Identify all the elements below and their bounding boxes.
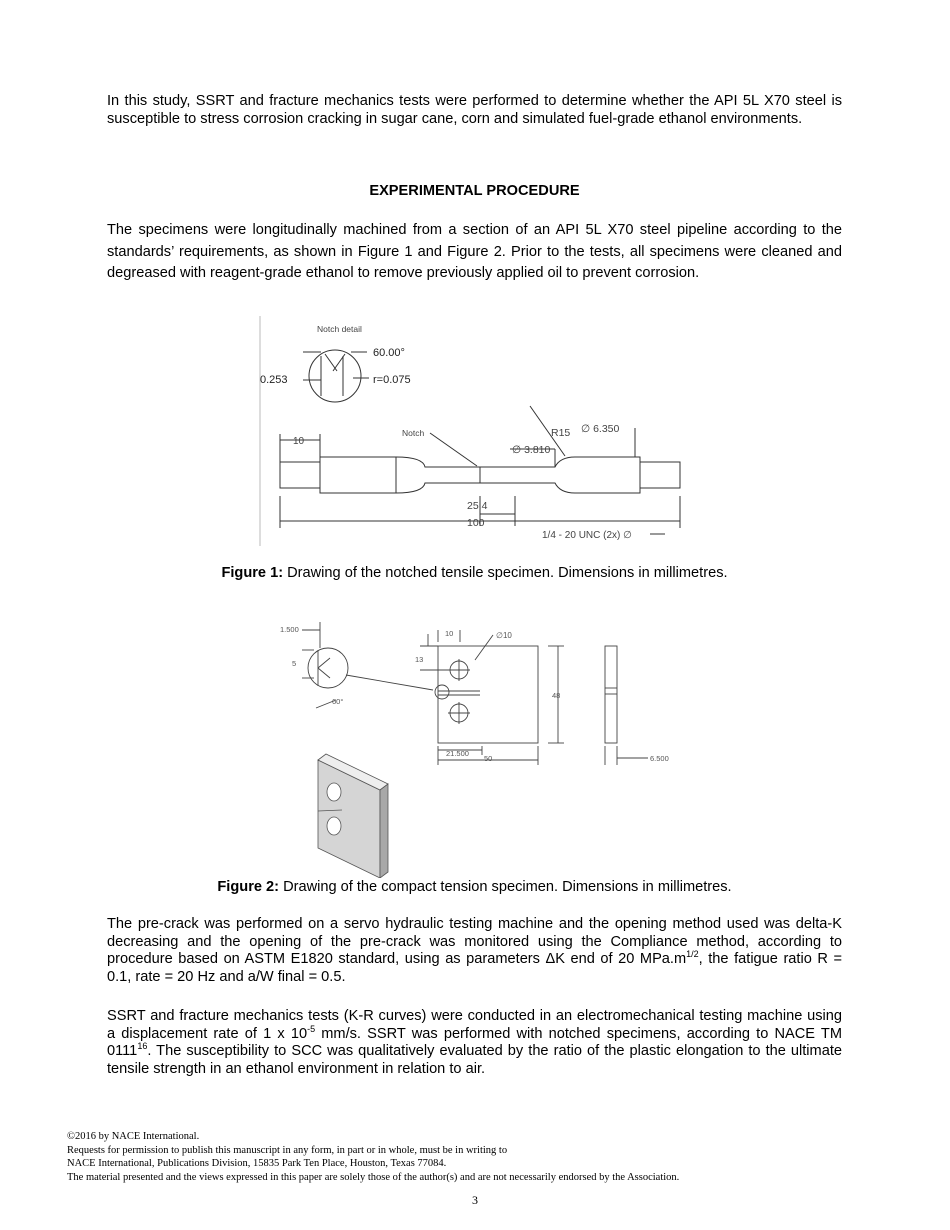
dim-60-label: 60° (332, 697, 344, 706)
total-length-label: 100 (467, 517, 485, 529)
precrack-superscript: 1/2 (686, 949, 699, 960)
precrack-paragraph (107, 916, 842, 986)
dim-10-label: 10 (445, 629, 454, 638)
figure1-label: Figure 1: (221, 565, 284, 581)
ssrt-superscript-2: 16 (137, 1041, 148, 1052)
minor-diameter-label: ∅ 3.810 (512, 444, 551, 456)
dim-50-label: 50 (484, 754, 493, 763)
dim-5-label: 5 (292, 659, 297, 668)
ssrt-text-3: . The susceptibility to SCC was qualitatively evaluated by the ratio of the plastic elongation to the ultimate tensile strength in an ethanol environment in relation to air. (107, 1043, 842, 1077)
precrack-text-2: , the fatigue ratio R = 0.1, rate = 20 Hz and a/W final = 0.5. (107, 951, 842, 985)
notch-detail-label: Notch detail (317, 324, 362, 334)
depth-label: 0.253 (260, 374, 288, 386)
ssrt-text-2: mm/s. SSRT was performed with notched specimens, according to NACE TM 0111 (107, 1025, 842, 1059)
angle-label: 60.00° (373, 347, 405, 359)
ssrt-text-1: SSRT and fracture mechanics tests (K-R curves) were conducted in an electromechanical testing machine using a displacement rate of 1 x 10 (107, 1008, 842, 1042)
figure1-caption (107, 565, 842, 581)
copyright-footer (67, 1130, 679, 1184)
ssrt-superscript-1: -5 (307, 1023, 316, 1034)
dim-6500-label: 6.500 (650, 754, 669, 763)
footer-line-2: Requests for permission to publish this manuscript in any form, in part or in whole, must be in writing to (67, 1144, 508, 1156)
left-length-label: 10 (293, 436, 305, 447)
footer-line-1: ©2016 by NACE International. (67, 1131, 200, 1142)
footer-line-4: The material presented and the views expressed in this paper are solely those of the author(s) and are not necessarily endorsed by the Association. (67, 1171, 680, 1183)
gauge-length-label: 25.4 (467, 500, 488, 512)
dim-48-label: 48 (552, 691, 561, 700)
footer-line-3: NACE International, Publications Division, 15835 Park Ten Place, Houston, Texas 77084. (67, 1158, 447, 1169)
radius-label: r=0.075 (373, 374, 411, 386)
precrack-text-1: The pre-crack was performed on a servo hydraulic testing machine and the opening method used was delta-K decreasing and the opening of the pre-crack was monitored using the Compliance method, according to procedure based on ASTM E1820 standard, using as parameters ΔK end of 20 MPa.m (107, 916, 842, 967)
hole-diameter-label: ∅10 (496, 631, 512, 640)
figure2-drawing (278, 620, 678, 878)
figure2-caption (107, 879, 842, 895)
page-number: 3 (472, 1193, 478, 1207)
intro-paragraph: In this study, SSRT and fracture mechanics tests were performed to determine whether the API 5L X70 steel is susceptible to stress corrosion cracking in sugar cane, corn and simulated fuel-grade ethanol environments. (107, 93, 842, 127)
figure1-drawing (255, 316, 695, 548)
notch-label: Notch (402, 428, 425, 438)
figure2-label: Figure 2: (217, 879, 280, 895)
thread-label: 1/4 - 20 UNC (2x) ∅ (542, 530, 632, 541)
dim-13-label: 13 (415, 655, 424, 664)
dim-1500-label: 1.500 (280, 625, 299, 634)
figure1-caption-text: Drawing of the notched tensile specimen. Dimensions in millimetres. (283, 565, 728, 581)
dim-21500-label: 21.500 (446, 749, 469, 758)
ssrt-paragraph (107, 1008, 842, 1078)
procedure-paragraph: The specimens were longitudinally machined from a section of an API 5L X70 steel pipeline according to the standards’ requirements, as shown in Figure 1 and Figure 2. Prior to the tests, all specimens were cleaned and degreased with reagent-grade ethanol to remove previously applied oil to prevent corrosion. (107, 222, 842, 281)
r15-label: R15 (551, 427, 571, 439)
figure2-caption-text: Drawing of the compact tension specimen. Dimensions in millimetres. (279, 879, 732, 895)
section-heading: EXPERIMENTAL PROCEDURE (369, 183, 580, 199)
major-diameter-label: ∅ 6.350 (581, 423, 620, 435)
